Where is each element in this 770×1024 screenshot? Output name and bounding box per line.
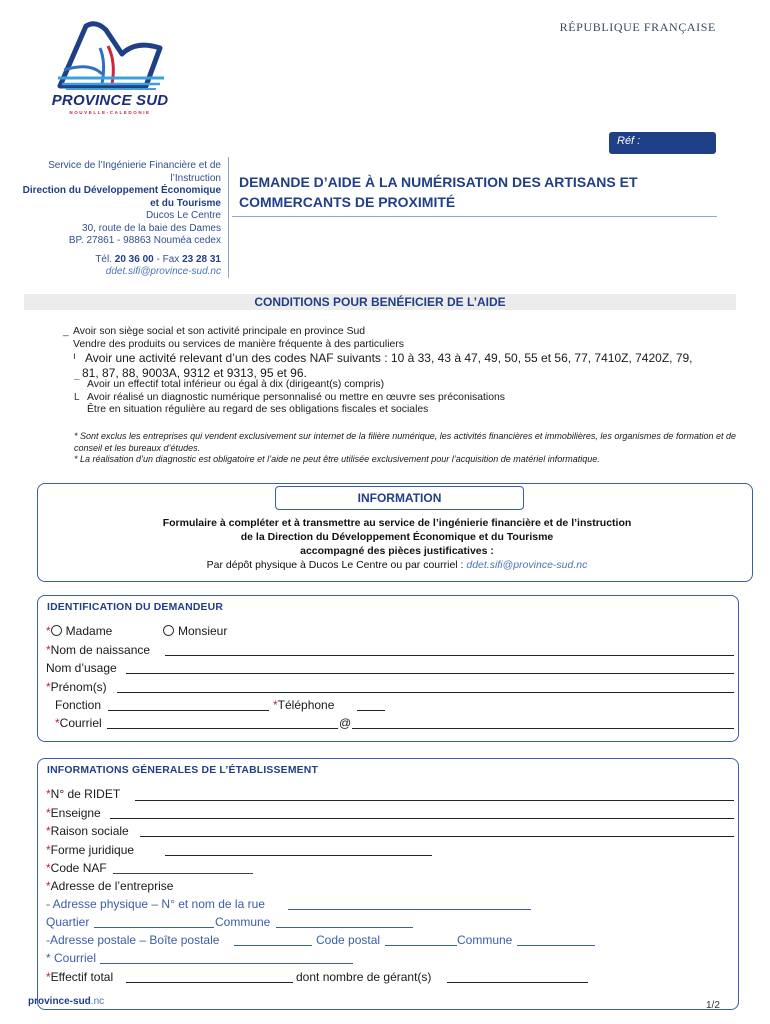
postal-city-field[interactable] (517, 945, 595, 946)
district-label: Quartier (46, 915, 90, 929)
postal-address-label: -Adresse postale – Boîte postale (46, 933, 220, 947)
republic-header: RÉPUBLIQUE FRANÇAISE (559, 20, 716, 34)
fax-number: 23 28 31 (182, 253, 221, 265)
service-line-1: Service de l’Ingénierie Financière et de (48, 160, 221, 171)
email-domain-field[interactable] (352, 728, 734, 729)
condition-item: ¯ Avoir un effectif total inférieur ou égal à dix (dirigeant(s) compris) (74, 379, 385, 390)
company-name-field[interactable] (140, 836, 734, 837)
title-line-2: COMMERCANTS DE PROXIMITÉ (239, 194, 456, 210)
phone-number: 20 36 00 (114, 253, 154, 265)
postal-city-label: Commune (457, 933, 513, 947)
postal-code-label: Code postal (316, 933, 381, 947)
managers-field[interactable] (447, 982, 588, 983)
phone-fax-line: Tél. 20 36 00 - Fax 23 28 31 (95, 253, 221, 265)
first-names-field[interactable] (117, 692, 734, 693)
monsieur-radio[interactable] (163, 625, 174, 636)
company-name-label: *Raison sociale (46, 824, 129, 838)
establishment-heading: INFORMATIONS GÉNERALES DE L’ÉTABLISSEMENT (47, 765, 319, 776)
divider-vertical (228, 157, 229, 278)
monsieur-label: Monsieur (178, 624, 228, 638)
document-title (239, 172, 719, 212)
physical-address-field[interactable] (288, 909, 531, 910)
condition-item: Être en situation régulière au regard de ses obligations fiscales et sociales (87, 404, 429, 415)
phone-label: *Téléphone (273, 698, 335, 712)
direction-line-1: Direction du Développement Économique (22, 185, 221, 196)
info-line-2: de la Direction du Développement Économique et du Tourisme (240, 531, 554, 543)
note-1: * Sont exclus les entreprises qui vendent exclusivement sur internet de la filière numérique, les activités financières et immobilières, les organismes de formation et de conseil et les bureaux d’études. (74, 431, 736, 453)
info-line-3: accompagné des pièces justificatives : (300, 545, 494, 557)
usage-name-field[interactable] (126, 673, 734, 674)
address-line-2: 30, route de la baie des Dames (82, 222, 221, 234)
civility-row: * Madame (46, 624, 113, 638)
headcount-label: *Effectif total (46, 970, 114, 984)
email-label: *Courriel (55, 716, 102, 730)
condition-item: L Avoir réalisé un diagnostic numérique personnalisé ou mettre en œuvre ses préconisations (74, 392, 505, 403)
footer-website[interactable]: province-sud.nc (28, 996, 105, 1007)
sign-field[interactable] (110, 818, 734, 819)
address-line-3: BP. 27861 - 98863 Nouméa cedex (68, 235, 221, 246)
logo-subtitle: NOUVELLE-CALEDONIE (69, 110, 151, 115)
ridet-label: *N° de RIDET (46, 787, 121, 801)
city-label: Commune (215, 915, 271, 929)
page-number: 1/2 (706, 1000, 720, 1011)
title-underline (232, 216, 717, 217)
reference-label: Réf : (617, 135, 641, 147)
establishment-email-label: * Courriel (46, 951, 97, 965)
po-box-field[interactable] (234, 945, 312, 946)
managers-label: dont nombre de gérant(s) (296, 970, 432, 984)
service-line-2: l’Instruction (170, 172, 221, 184)
information-heading: INFORMATION (275, 486, 524, 510)
first-names-label: *Prénom(s) (46, 680, 107, 694)
address-heading: *Adresse de l’entreprise (46, 879, 174, 893)
establishment-email-field[interactable] (100, 963, 353, 964)
monsieur-option (163, 624, 227, 638)
birth-name-label: *Nom de naissance (46, 643, 151, 657)
postal-code-field[interactable] (385, 945, 457, 946)
function-label: Fonction (55, 698, 102, 712)
reference-box (609, 132, 716, 154)
madame-radio[interactable] (51, 625, 62, 636)
identification-heading: IDENTIFICATION DU DEMANDEUR (47, 602, 224, 613)
city-field[interactable] (276, 927, 413, 928)
conditions-notes (74, 431, 736, 466)
condition-item: ı Avoir une activité relevant d’un des codes NAF suivants : 10 à 33, 43 à 47, 49, 50, 55 et 56, 77, 7410Z, 7420Z, 79, (73, 351, 693, 365)
service-email-link[interactable]: ddet.sifi@province-sud.nc (105, 266, 221, 277)
info-line-1: Formulaire à compléter et à transmettre au service de l’ingénierie financière et de l’instruction (162, 517, 632, 529)
legal-form-field[interactable] (165, 855, 432, 856)
condition-item: Vendre des produits ou services de manière fréquente à des particuliers (73, 339, 404, 350)
identification-section (37, 595, 739, 742)
sign-label: *Enseigne (46, 806, 101, 820)
direction-line-2: et du Tourisme (150, 197, 221, 209)
birth-name-field[interactable] (165, 655, 734, 656)
address-line-1: Ducos Le Centre (145, 210, 221, 221)
phone-field[interactable] (357, 710, 385, 711)
district-field[interactable] (94, 927, 214, 928)
naf-code-field[interactable] (113, 873, 253, 874)
legal-form-label: *Forme juridique (46, 843, 135, 857)
conditions-heading: CONDITIONS POUR BENÉFICIER DE L’AIDE (24, 294, 736, 310)
logo-name: PROVINCE SUD (51, 92, 169, 109)
email-user-field[interactable] (107, 728, 338, 729)
email-at-sign: @ (339, 716, 352, 730)
note-2: * La réalisation d’un diagnostic est obligatoire et l’aide ne peut être utilisée exclusivement pour l’acquisition de matériel informatique. (74, 454, 600, 464)
service-contact-block (0, 160, 221, 279)
physical-address-label: - Adresse physique – N° et nom de la rue (46, 897, 265, 911)
information-text (40, 516, 754, 572)
info-line-4: Par dépôt physique à Ducos Le Centre ou par courriel : ddet.sifi@province-sud.nc (206, 559, 588, 571)
usage-name-label: Nom d’usage (46, 661, 117, 675)
function-field[interactable] (108, 710, 269, 711)
info-email-link[interactable]: ddet.sifi@province-sud.nc (466, 559, 588, 571)
madame-label: Madame (65, 624, 113, 638)
headcount-field[interactable] (126, 982, 293, 983)
title-line-1: DEMANDE D’AIDE À LA NUMÉRISATION DES ARTISANS ET (239, 174, 638, 190)
condition-item: _ Avoir son siège social et son activité principale en province Sud (63, 326, 366, 337)
naf-code-label: *Code NAF (46, 861, 107, 875)
condition-item-cont: 81, 87, 88, 9003A, 9312 et 9313, 95 et 96. (82, 366, 307, 380)
ridet-field[interactable] (135, 800, 734, 801)
